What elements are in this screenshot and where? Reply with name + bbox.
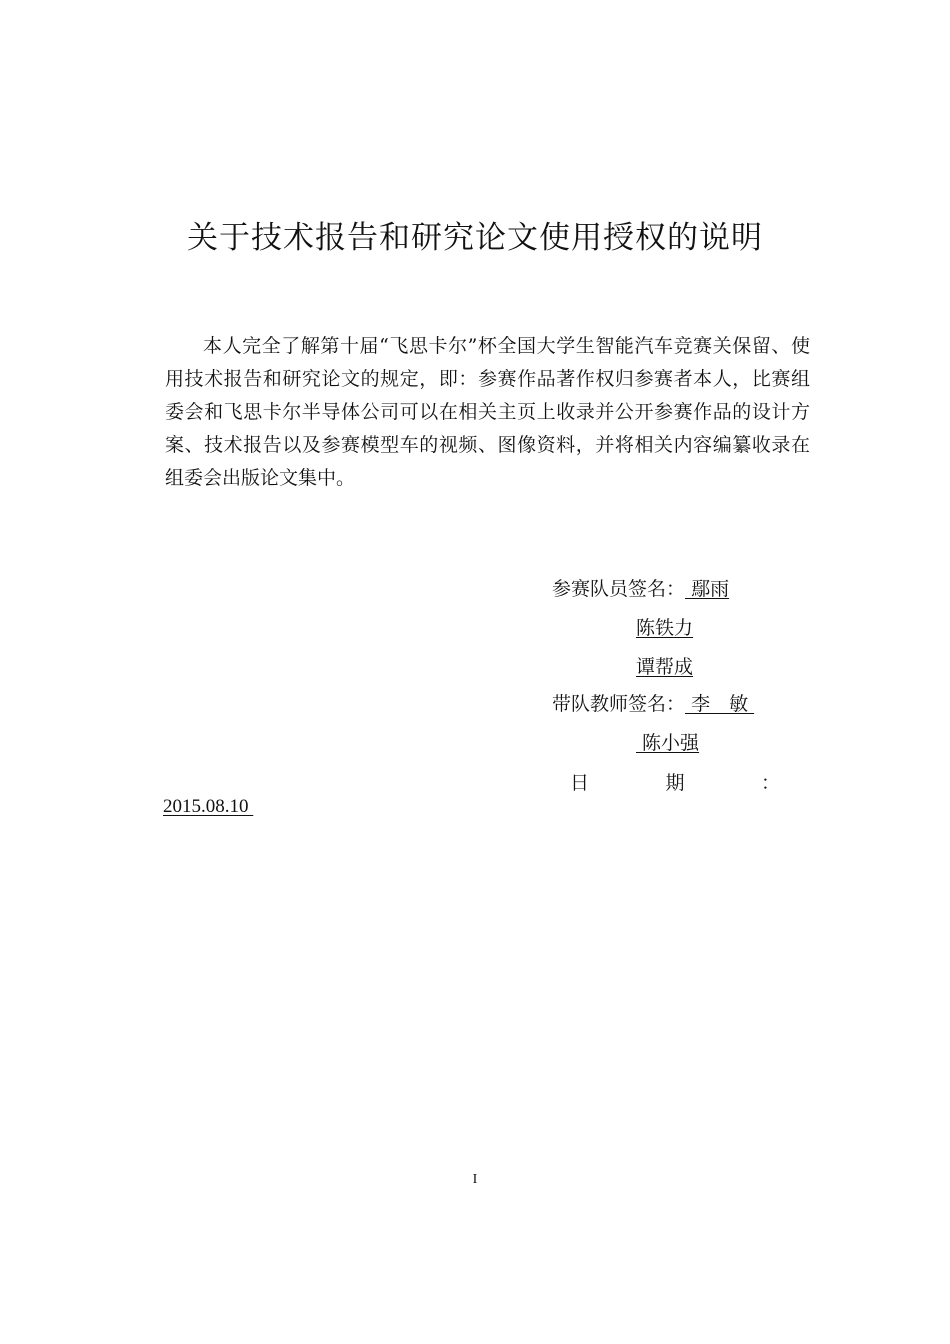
authorization-statement: 本人完全了解第十届“飞思卡尔”杯全国大学生智能汽车竞赛关保留、使用技术报告和研究论文的规定，即：参赛作品著作权归参赛者本人，比赛组委会和飞思卡尔半导体公司可以在相关主页上收录并公开参赛作品的设计方案、技术报告以及参赛模型车的视频、图像资料，并将相关内容编纂收录在组委会出版论文集中。 [165, 335, 810, 489]
advisors-signature-label: 带队教师签名： [552, 693, 686, 715]
advisor-signature-line-2 [636, 730, 699, 756]
date-label [570, 768, 780, 795]
date-value: 2015.08.10 [163, 796, 249, 817]
members-signature-line [552, 576, 729, 602]
date-label-char-3: ： [760, 772, 780, 794]
member-signature-1: 鄢雨 [691, 578, 730, 600]
members-signature-label: 参赛队员签名： [552, 578, 686, 600]
member-signature-2: 陈铁力 [636, 617, 694, 639]
date-label-char-2: 期 [665, 772, 685, 794]
page-number: I [472, 1172, 478, 1187]
advisor-signature-2: 陈小强 [642, 732, 700, 754]
document-title: 关于技术报告和研究论文使用授权的说明 [187, 220, 763, 256]
advisors-signature-line [552, 691, 754, 717]
member-signature-line-2 [636, 615, 693, 641]
date-label-char-1: 日 [570, 772, 590, 794]
member-signature-3: 谭帮成 [636, 656, 694, 678]
member-signature-line-3 [636, 654, 693, 680]
advisor-signature-1: 李 敏 [691, 693, 749, 715]
